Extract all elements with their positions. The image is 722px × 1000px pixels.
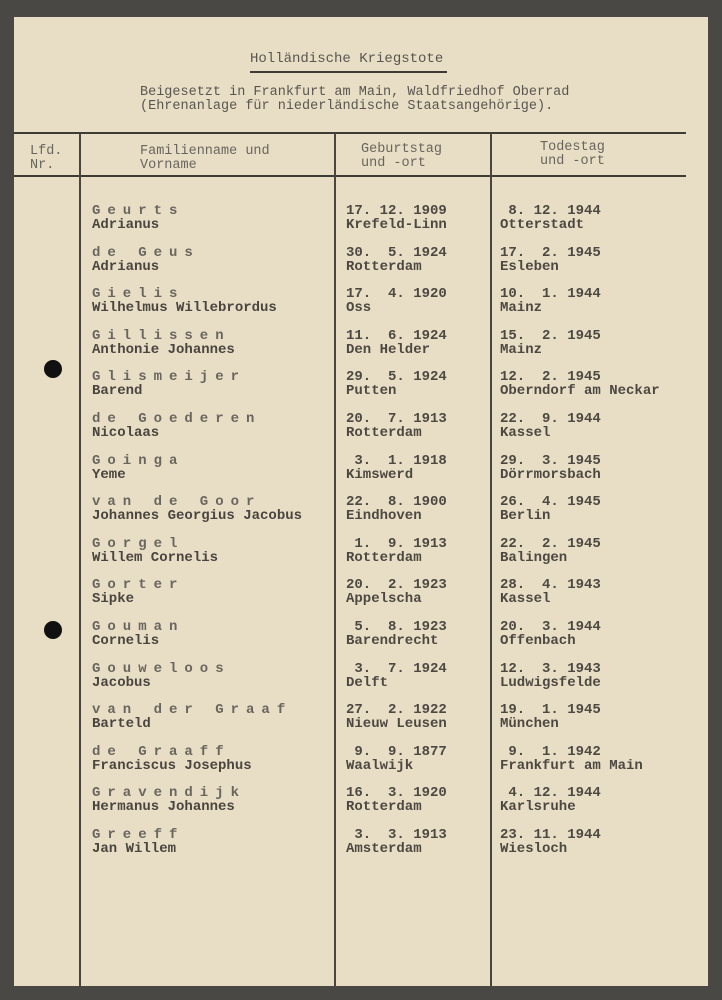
death-place: Esleben [500,258,559,275]
birth-place: Kimswerd [346,466,414,483]
surname: Glismeijer [92,369,247,386]
birth-place: Den Helder [346,341,431,358]
table-row [0,786,722,828]
birth-place: Barendrecht [346,632,439,649]
birth-place: Rotterdam [346,799,422,816]
table-row [0,412,722,454]
given: Nicolaas [92,424,160,441]
birth-place: Rotterdam [346,258,422,275]
header-death: Todestag [540,140,605,155]
table-body [0,204,722,870]
surname: de Geus [92,244,200,261]
death-place: Karlsruhe [500,799,576,816]
surname: Gorter [92,577,185,594]
table-row [0,370,722,412]
birth-date: 20. 2. 1923 [346,577,447,594]
death-date: 12. 2. 1945 [500,369,601,386]
surname: Greeff [92,826,185,843]
birth-date: 11. 6. 1924 [346,327,447,344]
death-place: Frankfurt am Main [500,757,643,774]
given: Johannes Georgius Jacobus [92,508,303,525]
given: Yeme [92,466,126,483]
header-birth: und -ort [361,156,426,171]
table-header-rule [14,175,686,177]
surname: Geurts [92,203,185,219]
birth-place: Nieuw Leusen [346,716,447,733]
header-death: und -ort [540,154,605,169]
surname: Gorgel [92,535,185,552]
surname: Gravendijk [92,785,247,802]
surname: Gillissen [92,327,231,344]
table-row [0,495,722,537]
birth-date: 20. 7. 1913 [346,410,447,427]
death-date: 23. 11. 1944 [500,826,601,843]
death-date: 12. 3. 1943 [500,660,601,677]
death-date: 8. 12. 1944 [500,203,601,219]
given: Anthonie Johannes [92,341,235,358]
birth-place: Oss [346,300,372,317]
table-top-rule [14,132,686,134]
death-place: Offenbach [500,632,576,649]
death-date: 20. 3. 1944 [500,618,601,635]
death-date: 22. 9. 1944 [500,410,601,427]
death-date: 9. 1. 1942 [500,743,601,760]
birth-date: 17. 4. 1920 [346,286,447,303]
death-place: Otterstadt [500,217,585,233]
header-name: Familienname und [140,144,270,159]
birth-date: 27. 2. 1922 [346,702,447,719]
birth-place: Delft [346,674,389,691]
given: Adrianus [92,258,160,275]
death-place: Berlin [500,508,551,525]
birth-place: Waalwijk [346,757,414,774]
document-title: Holländische Kriegstote [250,51,444,67]
table-row [0,828,722,870]
header-birth: Geburtstag [361,142,443,157]
birth-place: Putten [346,383,397,400]
table-row [0,246,722,288]
table-row [0,454,722,496]
table-row [0,703,722,745]
header-nr: Lfd. [30,144,63,159]
death-date: 17. 2. 1945 [500,244,601,261]
given: Jan Willem [92,840,177,857]
birth-date: 3. 3. 1913 [346,826,447,843]
given: Jacobus [92,674,151,691]
birth-date: 16. 3. 1920 [346,785,447,802]
table-row [0,620,722,662]
given: Barend [92,383,143,400]
header-nr: Nr. [30,158,55,173]
death-place: Mainz [500,300,543,317]
header-name: Vorname [140,158,197,173]
birth-place: Krefeld-Linn [346,217,447,233]
table-row [0,287,722,329]
birth-date: 5. 8. 1923 [346,618,447,635]
birth-date: 30. 5. 1924 [346,244,447,261]
birth-place: Rotterdam [346,549,422,566]
surname: de Graaff [92,743,231,760]
birth-date: 17. 12. 1909 [346,203,447,219]
surname: Goinga [92,452,185,469]
given: Hermanus Johannes [92,799,235,816]
birth-place: Amsterdam [346,840,422,857]
birth-date: 1. 9. 1913 [346,535,447,552]
surname: van de Goor [92,494,262,511]
death-place: Mainz [500,341,543,358]
birth-place: Eindhoven [346,508,422,525]
subtitle-line-1: Beigesetzt in Frankfurt am Main, Waldfriedhof Oberrad [140,85,570,100]
subtitle-line-2: (Ehrenanlage für niederländische Staatsangehörige). [140,99,554,114]
death-place: Wiesloch [500,840,568,857]
death-date: 26. 4. 1945 [500,494,601,511]
death-place: Balingen [500,549,568,566]
death-date: 22. 2. 1945 [500,535,601,552]
death-date: 19. 1. 1945 [500,702,601,719]
given: Franciscus Josephus [92,757,252,774]
death-date: 15. 2. 1945 [500,327,601,344]
death-place: Dörrmorsbach [500,466,601,483]
birth-date: 3. 1. 1918 [346,452,447,469]
death-place: Ludwigsfelde [500,674,601,691]
birth-place: Appelscha [346,591,422,608]
table-row [0,578,722,620]
surname: Gielis [92,286,185,303]
given: Barteld [92,716,151,733]
table-row [0,204,722,246]
death-date: 10. 1. 1944 [500,286,601,303]
death-date: 29. 3. 1945 [500,452,601,469]
birth-place: Rotterdam [346,424,422,441]
surname: de Goederen [92,410,262,427]
title-underline [250,71,447,73]
birth-date: 3. 7. 1924 [346,660,447,677]
surname: van der Graaf [92,702,293,719]
table-row [0,537,722,579]
given: Willem Cornelis [92,549,219,566]
death-place: Kassel [500,424,551,441]
given: Sipke [92,591,135,608]
death-place: Oberndorf am Neckar [500,383,660,400]
table-row [0,745,722,787]
birth-date: 9. 9. 1877 [346,743,447,760]
given: Wilhelmus Willebrordus [92,300,277,317]
table-row [0,329,722,371]
table-row [0,662,722,704]
surname: Gouweloos [92,660,231,677]
death-date: 4. 12. 1944 [500,785,601,802]
given: Adrianus [92,217,160,233]
death-date: 28. 4. 1943 [500,577,601,594]
death-place: München [500,716,559,733]
surname: Gouman [92,618,185,635]
birth-date: 29. 5. 1924 [346,369,447,386]
death-place: Kassel [500,591,551,608]
given: Cornelis [92,632,160,649]
birth-date: 22. 8. 1900 [346,494,447,511]
